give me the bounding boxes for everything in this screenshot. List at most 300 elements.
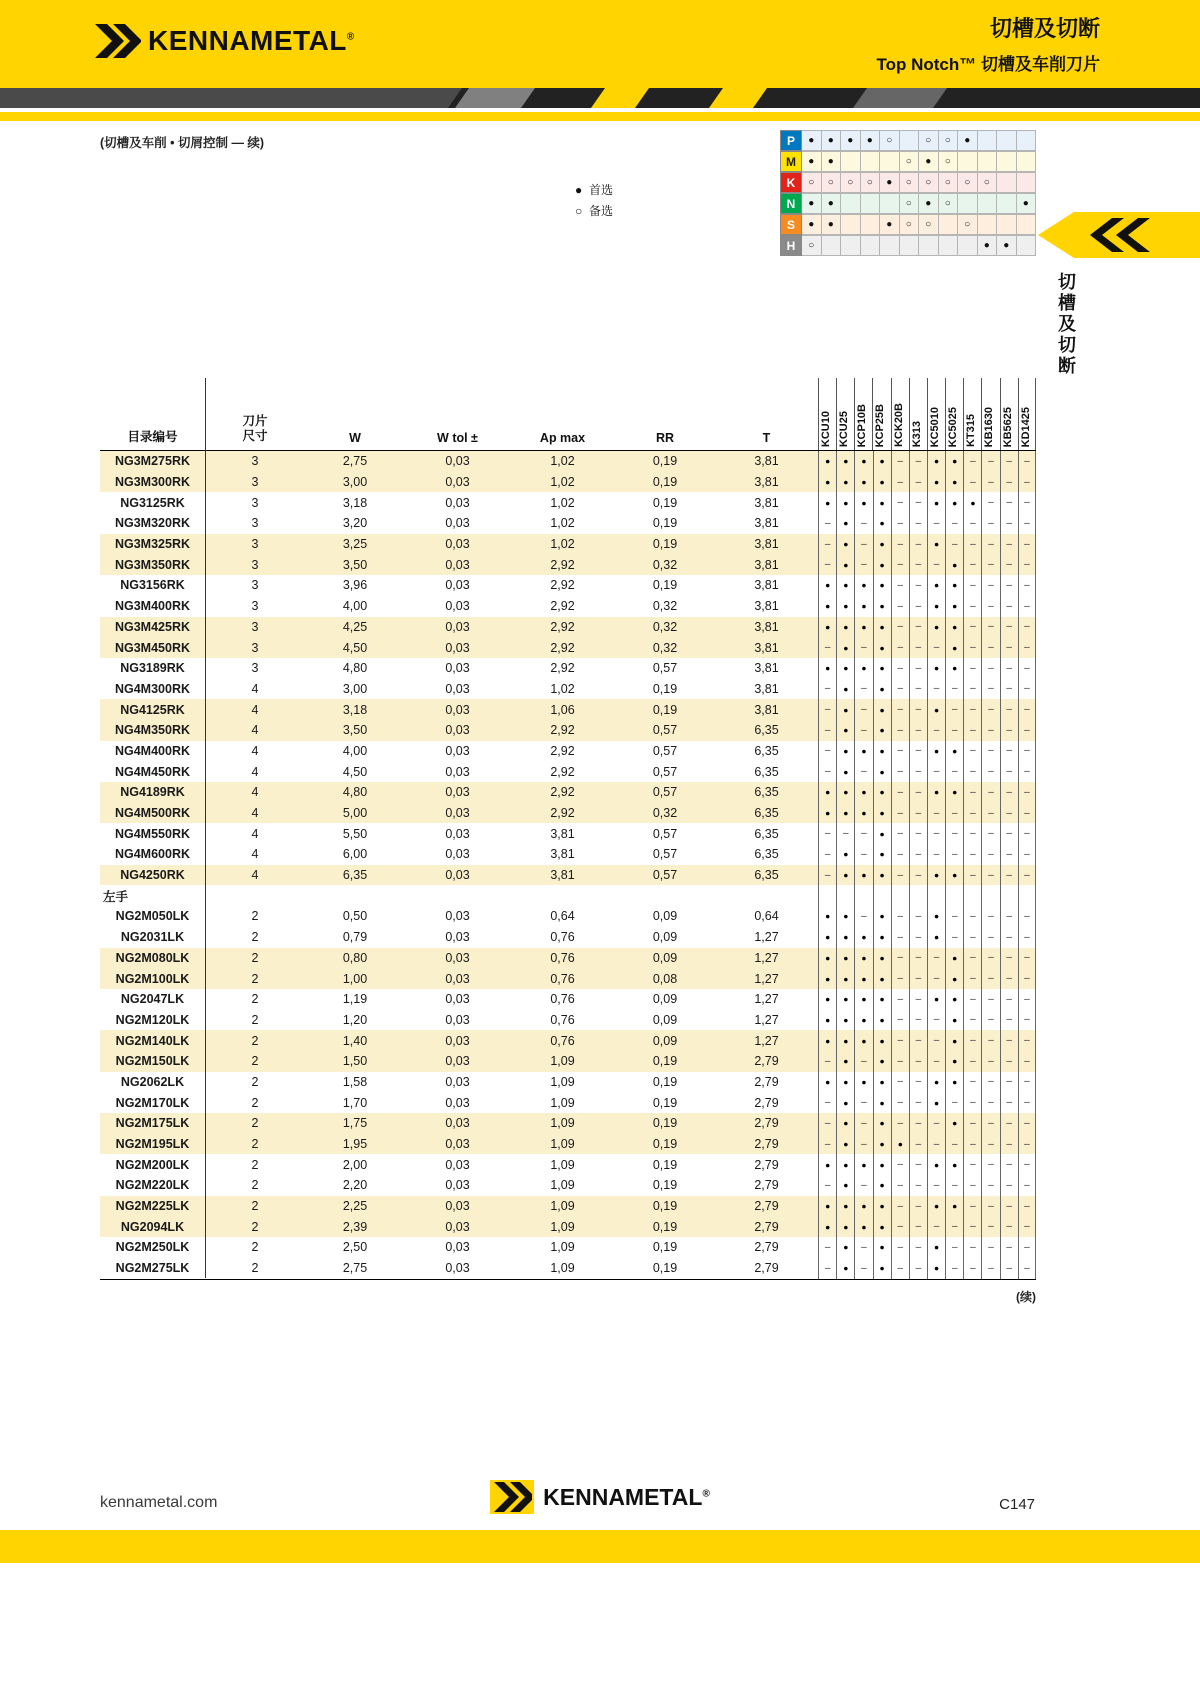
grade-dot-cell: ● (854, 741, 872, 762)
catalog-number: NG4189RK (120, 785, 185, 800)
grade-dot-cell: – (963, 1216, 981, 1237)
grade-dot-cell: – (1000, 492, 1018, 513)
catalog-number: NG2M220LK (115, 1178, 190, 1193)
w-tol-value: 0,03 (445, 992, 470, 1007)
grade-dot-cell: – (963, 782, 981, 803)
grade-dot-cell: – (1018, 554, 1036, 575)
grade-dot-cell: – (909, 617, 927, 638)
grade-dot-cell: ● (854, 968, 872, 989)
grade-dot-cell: ● (927, 989, 945, 1010)
ap-max-value: 2,92 (550, 785, 575, 800)
grade-dot-cell: – (963, 823, 981, 844)
catalog-number: NG2M080LK (115, 950, 190, 965)
grade-dot-cell: ● (945, 1051, 963, 1072)
material-grid-cell (1017, 151, 1037, 172)
table-row (100, 906, 1036, 927)
grade-dot-cell: – (927, 1216, 945, 1237)
grade-dot-cell: – (854, 679, 872, 700)
w-value: 4,00 (342, 743, 368, 758)
grade-dot-cell: – (1000, 1051, 1018, 1072)
material-grid-cell: ● (861, 130, 881, 151)
catalog-number: NG2094LK (120, 1219, 185, 1234)
rr-value: 0,09 (652, 930, 678, 945)
grade-dot-cell: – (981, 1134, 999, 1155)
w-value: 2,25 (342, 1199, 368, 1214)
table-row (100, 554, 1036, 575)
grade-dot-cell: ● (818, 1072, 836, 1093)
grade-dot-cell: ● (945, 968, 963, 989)
table-row (100, 679, 1036, 700)
grade-dot-cell: – (1018, 1134, 1036, 1155)
grade-column-header: KB1630 (981, 378, 999, 450)
grade-dot-cell: – (1018, 720, 1036, 741)
grade-dot-cell: – (818, 513, 836, 534)
insert-size-value: 2 (251, 1054, 259, 1069)
grade-dot-cell: – (945, 761, 963, 782)
material-grid-cell: ● (1017, 193, 1037, 214)
w-tol-value: 0,03 (445, 723, 470, 738)
catalog-number: NG3M300RK (114, 475, 191, 490)
grade-availability (818, 451, 1036, 472)
ap-max-value: 1,09 (550, 1095, 575, 1110)
grade-dot-cell: ● (873, 1030, 891, 1051)
table-row (100, 720, 1036, 741)
grade-dot-cell: – (927, 720, 945, 741)
ap-max-value: 1,09 (550, 1219, 575, 1234)
catalog-number: NG3M400RK (114, 599, 191, 614)
ap-max-value: 0,76 (550, 950, 575, 965)
grade-dot-cell: – (963, 761, 981, 782)
grade-dot-cell: ● (927, 1154, 945, 1175)
grade-dot-cell: – (909, 1072, 927, 1093)
grade-column-header: KCU25 (836, 378, 854, 450)
grade-dot-cell: – (981, 1030, 999, 1051)
grade-dot-cell: – (981, 782, 999, 803)
ap-max-value: 1,09 (550, 1054, 575, 1069)
grade-dot-cell: – (1018, 1196, 1036, 1217)
ap-max-value: 1,09 (550, 1261, 575, 1276)
grade-availability (818, 1154, 1036, 1175)
legend-preferred: ● 首选 (575, 180, 613, 201)
insert-data-table (100, 378, 1036, 1278)
rr-value: 0,32 (652, 619, 678, 634)
grade-dot-cell: – (1018, 658, 1036, 679)
grade-dot-cell: – (909, 741, 927, 762)
rr-value: 0,19 (652, 516, 678, 531)
grade-dot-cell: ● (927, 741, 945, 762)
w-tol-value: 0,03 (445, 1157, 470, 1172)
catalog-number: NG3M325RK (114, 537, 191, 552)
grade-dot-cell: – (854, 1113, 872, 1134)
table-row (100, 927, 1036, 948)
grade-availability (818, 782, 1036, 803)
grade-dot-cell: – (927, 1175, 945, 1196)
grade-dot-cell: ● (945, 596, 963, 617)
catalog-number: NG3125RK (120, 495, 185, 510)
grade-dot-cell: ● (836, 1113, 854, 1134)
grade-availability (818, 1258, 1036, 1279)
grade-column-header: KC5010 (927, 378, 945, 450)
w-tol-value: 0,03 (445, 826, 470, 841)
material-grid-cell (958, 151, 978, 172)
w-value: 3,00 (342, 681, 368, 696)
w-tol-value: 0,03 (445, 909, 470, 924)
grade-dot-cell: ● (836, 637, 854, 658)
grade-dot-cell: – (927, 637, 945, 658)
table-row (100, 1134, 1036, 1155)
grade-dot-cell: – (1018, 472, 1036, 493)
grade-dot-cell: ● (945, 472, 963, 493)
insert-size-value: 2 (251, 909, 259, 924)
grade-dot-cell: ● (854, 492, 872, 513)
grade-dot-cell: ● (836, 720, 854, 741)
ap-max-value: 2,92 (550, 661, 575, 676)
material-grid-cell: ○ (861, 172, 881, 193)
material-grid-cell: ● (802, 151, 822, 172)
grade-column-header: KCU10 (818, 378, 836, 450)
w-value: 2,75 (342, 1261, 368, 1276)
grade-dot-cell: ● (836, 1216, 854, 1237)
grade-availability (818, 823, 1036, 844)
grade-availability (818, 1030, 1036, 1051)
material-grid-cell: ○ (939, 193, 959, 214)
grade-availability (818, 554, 1036, 575)
grade-dot-cell: – (963, 906, 981, 927)
rr-value: 0,32 (652, 557, 678, 572)
grade-dot-cell (927, 885, 945, 906)
grade-dot-cell: – (927, 1010, 945, 1031)
w-value: 2,50 (342, 1240, 368, 1255)
grade-dot-cell: – (854, 1134, 872, 1155)
grade-dot-cell: – (854, 761, 872, 782)
grade-dot-cell: – (963, 1051, 981, 1072)
grade-dot-cell: – (1000, 1113, 1018, 1134)
grade-dot-cell: ● (873, 720, 891, 741)
t-value: 1,27 (754, 950, 779, 965)
material-grid-cell (997, 130, 1017, 151)
catalog-number: NG4250RK (120, 868, 185, 883)
grade-dot-cell: – (1000, 968, 1018, 989)
w-value: 6,35 (342, 868, 368, 883)
grade-availability (818, 658, 1036, 679)
kennametal-chevron-icon (490, 1480, 534, 1514)
page-titles (877, 12, 1101, 75)
grade-dot-cell: – (981, 1175, 999, 1196)
grade-dot-cell: – (891, 534, 909, 555)
grade-dot-cell: ● (873, 534, 891, 555)
grade-dot-cell: – (891, 637, 909, 658)
w-value: 1,58 (342, 1074, 368, 1089)
grade-dot-cell: ● (927, 699, 945, 720)
material-grid-row (780, 151, 1036, 172)
insert-size-value: 2 (251, 1240, 259, 1255)
grade-dot-cell: ● (836, 803, 854, 824)
ap-max-value: 1,02 (550, 454, 575, 469)
grade-dot-cell: – (1018, 1258, 1036, 1279)
grade-dot-cell: – (909, 1113, 927, 1134)
w-tol-value: 0,03 (445, 971, 470, 986)
t-value: 2,79 (754, 1137, 779, 1152)
grade-dot-cell: ● (818, 492, 836, 513)
ap-max-value: 3,81 (550, 868, 575, 883)
ap-max-value: 0,76 (550, 992, 575, 1007)
w-tol-value: 0,03 (445, 930, 470, 945)
grade-dot-cell: – (945, 513, 963, 534)
insert-size-value: 3 (251, 537, 259, 552)
grade-dot-cell: – (891, 513, 909, 534)
grade-availability (818, 1092, 1036, 1113)
grade-dot-cell: – (891, 844, 909, 865)
grade-dot-cell: ● (873, 782, 891, 803)
open-dot-icon: ○ (575, 204, 583, 218)
grade-dot-cell: – (963, 989, 981, 1010)
grade-dot-cell: – (1018, 1072, 1036, 1093)
grade-dot-cell: ● (873, 699, 891, 720)
grade-dot-cell: – (891, 906, 909, 927)
grade-availability (818, 968, 1036, 989)
grade-dot-cell: – (981, 492, 999, 513)
grade-dot-cell: ● (873, 554, 891, 575)
rr-value: 0,19 (652, 475, 678, 490)
material-grid-cell (841, 151, 861, 172)
grade-dot-cell: – (927, 1113, 945, 1134)
grade-dot-cell: – (963, 968, 981, 989)
grade-availability (818, 679, 1036, 700)
w-tol-value: 0,03 (445, 619, 470, 634)
grade-availability (818, 637, 1036, 658)
ap-max-value: 1,09 (550, 1240, 575, 1255)
material-grid-cell (997, 214, 1017, 235)
grade-dot-cell: – (963, 1113, 981, 1134)
grade-dot-cell: – (963, 1154, 981, 1175)
rr-value: 0,19 (652, 1074, 678, 1089)
grade-dot-cell: ● (854, 658, 872, 679)
grade-dot-cell: – (1018, 1030, 1036, 1051)
grade-dot-cell: – (981, 1092, 999, 1113)
ap-max-value: 1,09 (550, 1074, 575, 1089)
grade-dot-cell: – (1018, 1154, 1036, 1175)
w-value: 1,19 (342, 992, 368, 1007)
w-value: 1,00 (342, 971, 368, 986)
grade-dot-cell: – (945, 844, 963, 865)
w-value: 2,00 (342, 1157, 368, 1172)
ap-max-value: 2,92 (550, 640, 575, 655)
w-value: 0,80 (342, 950, 368, 965)
grade-dot-cell: ● (818, 658, 836, 679)
grade-dot-cell: – (963, 720, 981, 741)
w-value: 1,70 (342, 1095, 368, 1110)
rr-value: 0,09 (652, 1012, 678, 1027)
section-tab-arrow (1038, 212, 1200, 258)
grade-column-header: KT315 (963, 378, 981, 450)
grade-dot-cell: – (891, 948, 909, 969)
material-grid-cell (822, 235, 842, 256)
grade-dot-cell: – (909, 554, 927, 575)
grade-availability (818, 1237, 1036, 1258)
rr-value: 0,57 (652, 868, 678, 883)
grade-dot-cell: ● (836, 989, 854, 1010)
grade-availability (818, 906, 1036, 927)
t-value: 6,35 (754, 847, 779, 862)
material-grid-cell: ○ (939, 130, 959, 151)
table-row (100, 1030, 1036, 1051)
grade-dot-cell: ● (836, 534, 854, 555)
rr-value: 0,19 (652, 1116, 678, 1131)
material-grid-cell: ○ (958, 214, 978, 235)
grade-dot-cell: ● (836, 472, 854, 493)
grade-dot-cell: ● (873, 1113, 891, 1134)
grade-dot-cell: ● (836, 513, 854, 534)
grade-dot-cell: ● (873, 865, 891, 886)
grade-availability (818, 596, 1036, 617)
material-grid-cell (861, 151, 881, 172)
ap-max-value: 1,02 (550, 475, 575, 490)
grade-dot-cell: – (945, 1237, 963, 1258)
w-tol-value: 0,03 (445, 806, 470, 821)
footer-brand: KENNAMETAL® (543, 1483, 710, 1510)
material-grid-row (780, 214, 1036, 235)
grade-dot-cell: ● (873, 658, 891, 679)
grade-column-header: KCP10B (854, 378, 872, 450)
t-value: 2,79 (754, 1116, 779, 1131)
grade-dot-cell: – (1000, 472, 1018, 493)
grade-dot-cell: – (818, 1237, 836, 1258)
decorative-stripe-band (0, 88, 1200, 108)
catalog-number: NG4M450RK (114, 764, 191, 779)
w-value: 3,00 (342, 475, 368, 490)
grade-dot-cell: – (981, 1051, 999, 1072)
grade-dot-cell (854, 885, 872, 906)
grade-dot-cell: – (1000, 741, 1018, 762)
grade-dot-cell: – (963, 803, 981, 824)
header-ap-max: Ap max (539, 431, 586, 445)
header-t: T (762, 431, 771, 445)
t-value: 3,81 (754, 495, 779, 510)
grade-dot-cell: ● (854, 865, 872, 886)
catalog-number: NG4M550RK (114, 826, 191, 841)
grade-dot-cell: ● (836, 575, 854, 596)
grade-dot-cell: ● (927, 906, 945, 927)
grade-dot-cell: – (818, 844, 836, 865)
grade-dot-cell: – (981, 1237, 999, 1258)
grade-dot-cell: ● (945, 1154, 963, 1175)
footer-url: kennametal.com (100, 1494, 218, 1511)
t-value: 3,81 (754, 599, 779, 614)
grade-dot-cell: – (981, 513, 999, 534)
insert-size-value: 3 (251, 454, 259, 469)
grade-dot-cell: – (891, 492, 909, 513)
grade-dot-cell: ● (927, 658, 945, 679)
insert-size-value: 2 (251, 1095, 259, 1110)
grade-availability (818, 885, 1036, 906)
grade-dot-cell: – (1000, 679, 1018, 700)
grade-dot-cell: – (981, 1154, 999, 1175)
grade-dot-cell: – (981, 472, 999, 493)
grade-dot-cell: – (963, 865, 981, 886)
grade-dot-cell: – (963, 554, 981, 575)
side-tab-label: 切槽及切断 (1056, 272, 1076, 377)
grade-dot-cell: – (909, 865, 927, 886)
catalog-number: NG2047LK (120, 992, 185, 1007)
grade-dot-cell: – (1000, 906, 1018, 927)
catalog-number: NG2M170LK (115, 1095, 190, 1110)
table-row (100, 1010, 1036, 1031)
insert-size-value: 2 (251, 1157, 259, 1172)
ap-max-value: 3,81 (550, 826, 575, 841)
material-grid-cell: ○ (939, 172, 959, 193)
grade-dot-cell: – (1000, 720, 1018, 741)
grade-dot-cell: ● (854, 1216, 872, 1237)
grade-dot-cell: – (818, 637, 836, 658)
rr-value: 0,09 (652, 950, 678, 965)
material-grid-cell (880, 193, 900, 214)
grade-dot-cell: – (1018, 637, 1036, 658)
grade-dot-cell: – (909, 761, 927, 782)
grade-dot-cell: – (1000, 596, 1018, 617)
material-grid-cell (978, 151, 998, 172)
grade-dot-cell: ● (927, 596, 945, 617)
grade-dot-cell: ● (873, 906, 891, 927)
grade-dot-cell: – (963, 1030, 981, 1051)
table-row (100, 534, 1036, 555)
grade-dot-cell (836, 885, 854, 906)
w-value: 2,39 (342, 1219, 368, 1234)
kennametal-chevron-icon (95, 24, 141, 58)
table-row (100, 617, 1036, 638)
insert-size-value: 4 (251, 806, 259, 821)
grade-dot-cell: – (981, 865, 999, 886)
table-row (100, 1072, 1036, 1093)
table-row (100, 472, 1036, 493)
t-value: 2,79 (754, 1054, 779, 1069)
material-grid-cell: ● (802, 214, 822, 235)
grade-dot-cell: ● (873, 513, 891, 534)
grade-dot-cell: – (1000, 1258, 1018, 1279)
grade-dot-cell: – (1000, 575, 1018, 596)
grade-dot-cell: – (891, 617, 909, 638)
w-value: 4,80 (342, 661, 368, 676)
grade-dot-cell: ● (945, 989, 963, 1010)
insert-size-value: 4 (251, 826, 259, 841)
grade-dot-cell: ● (945, 1010, 963, 1031)
grade-dot-cell: – (891, 782, 909, 803)
grade-dot-cell: – (981, 844, 999, 865)
rr-value: 0,19 (652, 681, 678, 696)
w-value: 5,00 (342, 806, 368, 821)
w-tol-value: 0,03 (445, 868, 470, 883)
material-grid-cell: ○ (958, 172, 978, 193)
grade-dot-cell: – (1000, 1092, 1018, 1113)
grade-dot-cell: – (818, 865, 836, 886)
material-grid-cell (958, 235, 978, 256)
w-tol-value: 0,03 (445, 578, 470, 593)
grade-dot-cell: ● (836, 658, 854, 679)
w-tol-value: 0,03 (445, 764, 470, 779)
material-grid-cell (939, 235, 959, 256)
grade-dot-cell: – (891, 575, 909, 596)
insert-size-value: 2 (251, 992, 259, 1007)
section-header-row (100, 885, 1036, 906)
material-grid-row (780, 130, 1036, 151)
grade-dot-cell: – (981, 1258, 999, 1279)
grade-dot-cell: – (818, 699, 836, 720)
grade-dot-cell: – (963, 658, 981, 679)
rr-value: 0,19 (652, 702, 678, 717)
catalog-number: NG3M350RK (114, 557, 191, 572)
rr-value: 0,32 (652, 599, 678, 614)
ap-max-value: 2,92 (550, 743, 575, 758)
t-value: 6,35 (754, 785, 779, 800)
